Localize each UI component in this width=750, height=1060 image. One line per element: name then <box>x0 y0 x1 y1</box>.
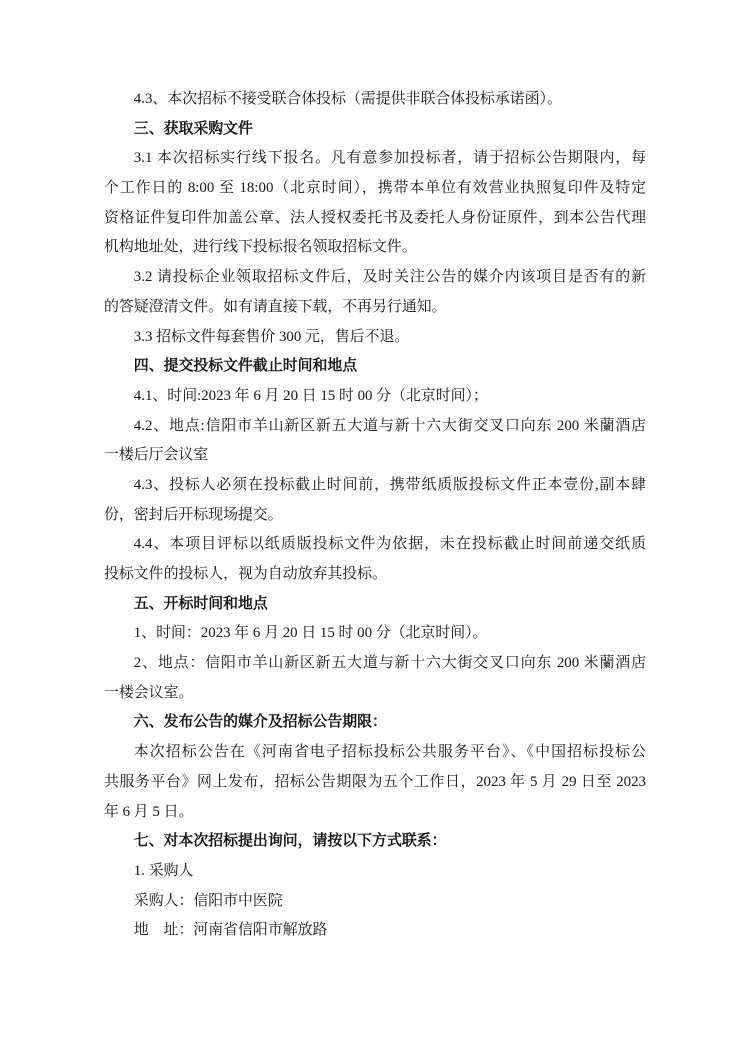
document-line: 4.2、地点:信阳市羊山新区新五大道与新十六大街交叉口向东 200 米蘭酒店 <box>133 417 646 434</box>
document-line: 采购人：信阳市中医院 <box>133 892 283 909</box>
document-line: 个工作日的 8:00 至 18:00（北京时间），携带本单位有效营业执照复印件及特定 <box>104 180 646 197</box>
document-line: 3.1 本次招标实行线下报名。凡有意参加投标者，请于招标公告期限内，每 <box>133 150 646 167</box>
section-heading <box>104 827 646 857</box>
paragraph <box>104 887 646 917</box>
document-line: 4.1、时间:2023 年 6 月 20 日 15 时 00 分（北京时间）； <box>133 387 488 404</box>
document-line: 本次招标公告在《河南省电子招标投标公共服务平台》、《中国招标投标公 <box>133 744 646 761</box>
document-line: 2、地点：信阳市羊山新区新五大道与新十六大街交叉口向东 200 米蘭酒店 <box>133 655 646 672</box>
paragraph <box>104 382 646 412</box>
document-line: 1、时间：2023 年 6 月 20 日 15 时 00 分（北京时间）。 <box>133 625 488 642</box>
paragraph <box>104 263 646 322</box>
paragraph <box>104 323 646 353</box>
document-body <box>104 85 646 946</box>
section-heading <box>104 115 646 145</box>
paragraph <box>104 530 646 589</box>
paragraph <box>104 649 646 708</box>
document-line: 份，密封后开标现场提交。 <box>104 506 283 523</box>
document-line: 一楼后厅会议室 <box>104 447 209 464</box>
paragraph <box>104 85 646 115</box>
document-line: 1. 采购人 <box>133 862 194 879</box>
section-heading <box>104 590 646 620</box>
document-line: 年 6 月 5 日。 <box>104 803 194 820</box>
paragraph <box>104 619 646 649</box>
document-line: 4.4、本项目评标以纸质版投标文件为依据，未在投标截止时间前递交纸质 <box>133 536 646 553</box>
document-line: 六、发布公告的媒介及招标公告期限： <box>133 714 387 731</box>
document-line: 3.3 招标文件每套售价 300 元，售后不退。 <box>133 328 410 345</box>
document-line: 4.3、投标人必须在投标截止时间前，携带纸质版投标文件正本壹份,副本肆 <box>133 476 646 493</box>
document-line: 共服务平台》网上发布，招标公告期限为五个工作日，2023 年 5 月 29 日至 2023 <box>104 773 646 790</box>
document-line: 投标文件的投标人，视为自动放弃其投标。 <box>104 566 387 582</box>
document-line: 地 址：河南省信阳市解放路 <box>133 922 328 939</box>
section-heading <box>104 352 646 382</box>
document-line: 七、对本次招标提出询问，请按以下方式联系： <box>133 833 447 850</box>
paragraph <box>104 916 646 946</box>
paragraph <box>104 738 646 827</box>
document-line: 3.2 请投标企业领取招标文件后，及时关注公告的媒介内该项目是否有的新 <box>133 269 646 286</box>
document-line: 的答疑澄清文件。如有请直接下载，不再另行通知。 <box>104 298 447 315</box>
paragraph <box>104 471 646 530</box>
document-line: 机构地址处，进行线下投标报名领取招标文件。 <box>104 239 417 256</box>
paragraph <box>104 144 646 263</box>
document-line: 三、获取采购文件 <box>133 120 253 137</box>
paragraph <box>104 857 646 887</box>
paragraph <box>104 412 646 471</box>
document-line: 4.3、本次招标不接受联合体投标（需提供非联合体投标承诺函）。 <box>133 91 562 107</box>
document-line: 五、开标时间和地点 <box>133 595 268 612</box>
document-line: 一楼会议室。 <box>104 684 194 701</box>
document-line: 资格证件复印件加盖公章、法人授权委托书及委托人身份证原件，到本公告代理 <box>104 209 646 226</box>
section-heading <box>104 708 646 738</box>
document-line: 四、提交投标文件截止时间和地点 <box>133 358 358 375</box>
